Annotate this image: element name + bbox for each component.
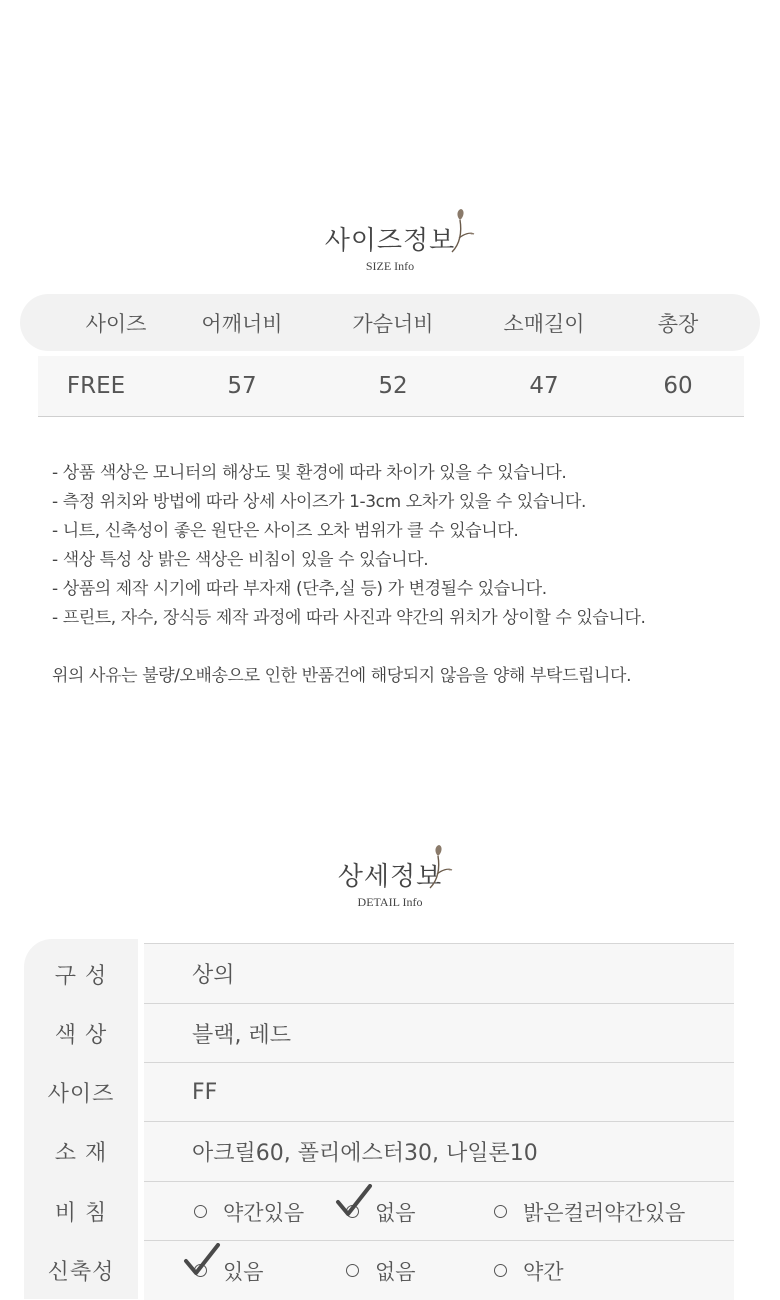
sheer-option-label: 없음 (375, 1200, 416, 1225)
radio-circle-icon (194, 1205, 207, 1218)
sheer-option-light-colors[interactable] (494, 1182, 685, 1241)
size-header-length: 총장 (657, 311, 699, 336)
detail-label-composition: 구 성 (54, 964, 108, 989)
detail-row-sheer (144, 1181, 734, 1241)
detail-label-material: 소 재 (54, 1141, 108, 1166)
size-table-header (20, 294, 760, 351)
detail-label-sheer: 비 침 (54, 1201, 108, 1226)
size-notes (52, 459, 752, 691)
sheer-option-none[interactable] (346, 1182, 416, 1241)
detail-row-color (144, 1003, 734, 1063)
size-cell-size: FREE (66, 373, 126, 399)
radio-circle-icon (494, 1264, 507, 1277)
size-header-shoulder: 어깨너비 (201, 311, 283, 336)
checkmark-icon (183, 1243, 221, 1277)
detail-value-size: FF (192, 1080, 218, 1105)
stretch-option-slight[interactable] (494, 1241, 564, 1300)
checkmark-icon (335, 1184, 373, 1218)
detail-value-composition: 상의 (192, 963, 235, 988)
detail-value-material: 아크릴60, 폴리에스터30, 나일론10 (192, 1141, 538, 1166)
radio-circle-icon (494, 1205, 507, 1218)
detail-row-size (144, 1062, 734, 1122)
stretch-option-yes[interactable] (194, 1241, 264, 1300)
detail-row-material (144, 1121, 734, 1181)
stretch-option-no[interactable] (346, 1241, 416, 1300)
note-line: - 프린트, 자수, 장식등 제작 과정에 따라 사진과 약간의 위치가 상이할 수 있습니다. (52, 608, 646, 628)
notes-footer: 위의 사유는 불량/오배송으로 인한 반품건에 해당되지 않음을 양해 부탁드립니다. (52, 666, 632, 686)
sheer-option-slight[interactable] (194, 1182, 304, 1241)
size-cell-shoulder: 57 (227, 373, 257, 399)
tulip-sprig-icon (426, 844, 454, 890)
note-line: - 측정 위치와 방법에 따라 상세 사이즈가 1-3cm 오차가 있을 수 있습니다. (52, 492, 587, 512)
sheer-option-label: 밝은컬러약간있음 (523, 1200, 686, 1225)
size-cell-length: 60 (663, 373, 693, 399)
detail-row-stretch (144, 1240, 734, 1300)
note-line: - 상품의 제작 시기에 따라 부자재 (단추,실 등) 가 변경될수 있습니다. (52, 579, 547, 599)
size-info-title: 사이즈정보 (324, 226, 456, 256)
size-cell-chest: 52 (378, 373, 408, 399)
detail-info-title: 상세정보 (337, 862, 443, 892)
stretch-option-label: 있음 (223, 1259, 264, 1284)
sheer-option-label: 약간있음 (223, 1200, 305, 1225)
radio-circle-icon (194, 1264, 207, 1277)
size-info-subtitle: SIZE Info (365, 259, 415, 273)
stretch-option-label: 약간 (523, 1259, 564, 1284)
note-line: - 상품 색상은 모니터의 해상도 및 환경에 따라 차이가 있을 수 있습니다. (52, 463, 567, 483)
detail-value-color: 블랙, 레드 (192, 1023, 291, 1048)
size-cell-sleeve: 47 (529, 373, 559, 399)
size-info-heading (0, 220, 780, 274)
size-header-chest: 가슴너비 (352, 311, 434, 336)
detail-info-heading (0, 856, 780, 910)
tulip-sprig-icon (448, 208, 476, 254)
radio-circle-icon (346, 1264, 359, 1277)
detail-row-composition (144, 943, 734, 1003)
radio-circle-icon (346, 1205, 359, 1218)
detail-info-subtitle: DETAIL Info (357, 895, 423, 909)
stretch-option-label: 없음 (375, 1259, 416, 1284)
note-line: - 색상 특성 상 밝은 색상은 비침이 있을 수 있습니다. (52, 550, 429, 570)
detail-label-size: 사이즈 (47, 1082, 115, 1107)
detail-label-stretch: 신축성 (47, 1260, 115, 1285)
size-header-size: 사이즈 (85, 311, 147, 336)
detail-label-color: 색 상 (54, 1023, 108, 1048)
note-line: - 니트, 신축성이 좋은 원단은 사이즈 오차 범위가 클 수 있습니다. (52, 521, 519, 541)
size-table-row (38, 356, 744, 417)
size-header-sleeve: 소매길이 (503, 311, 585, 336)
